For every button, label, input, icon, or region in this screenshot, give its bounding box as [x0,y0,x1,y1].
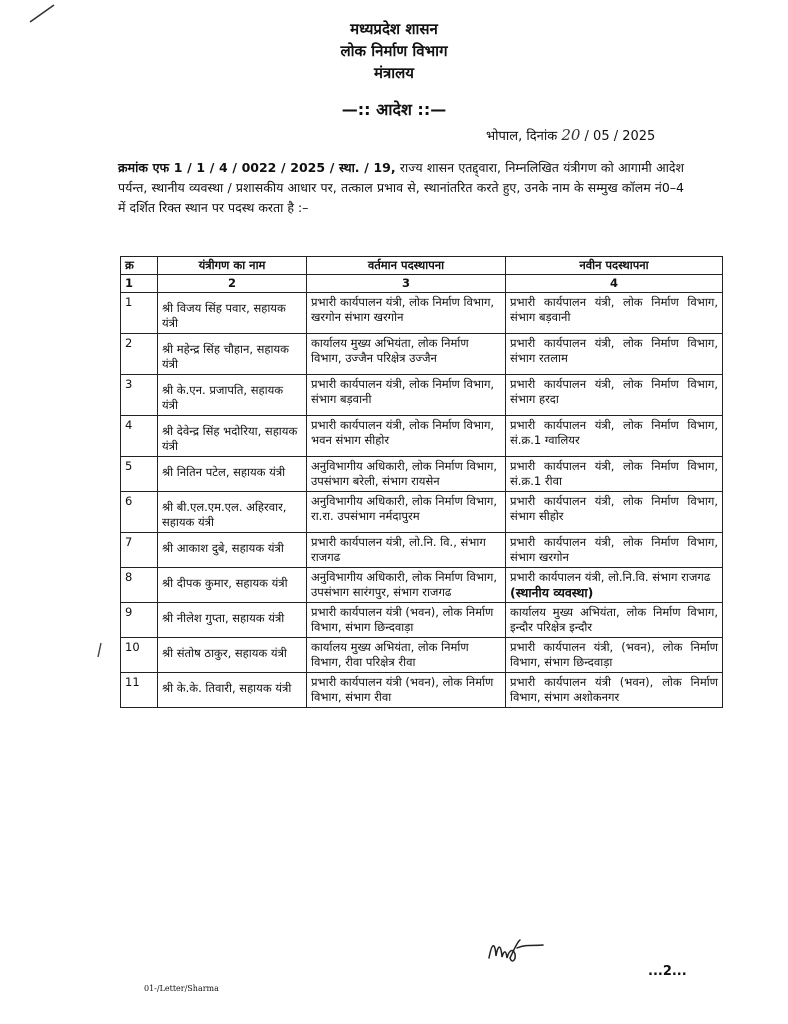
header-name: यंत्रीगण का नाम [158,257,307,275]
column-number-row [121,275,723,293]
new-posting-cell [506,603,723,638]
current-posting: प्रभारी कार्यपालन यंत्री (भवन), लोक निर्माण विभाग, संभाग रीवा [307,673,506,708]
order-number: क्रमांक एफ 1 / 1 / 4 / 0022 / 2025 / स्था. / 19, [118,160,396,175]
column-number: 2 [158,275,307,293]
table-row [121,334,723,375]
new-posting-cell [506,568,723,603]
table-row [121,568,723,603]
new-posting: प्रभारी कार्यपालन यंत्री, लोक निर्माण विभाग, सं.क्र.1 रीवा [510,459,718,488]
engineer-name: श्री नीलेश गुप्ता, सहायक यंत्री [158,603,307,638]
table-row [121,416,723,457]
current-posting: प्रभारी कार्यपालन यंत्री, लोक निर्माण विभाग, संभाग बड़वानी [307,375,506,416]
new-posting: प्रभारी कार्यपालन यंत्री, (भवन), लोक निर्माण विभाग, संभाग छिन्दवाड़ा [510,640,718,669]
table-header-row [121,257,723,275]
department-name: लोक निर्माण विभाग [340,42,448,60]
letterhead [0,18,788,84]
new-posting: प्रभारी कार्यपालन यंत्री, लोक निर्माण विभाग, सं.क्र.1 ग्वालियर [510,418,718,447]
place-date-prefix: भोपाल, दिनांक [486,129,558,144]
table-row [121,492,723,533]
serial-number: 11 [121,673,158,708]
new-posting: प्रभारी कार्यपालन यंत्री, लोक निर्माण विभाग, संभाग खरगोन [510,535,718,564]
header-new-posting: नवीन पदस्थापना [506,257,723,275]
new-posting: प्रभारी कार्यपालन यंत्री (भवन), लोक निर्माण विभाग, संभाग अशोकनगर [510,675,718,704]
new-posting-cell [506,673,723,708]
table-row [121,638,723,673]
office-name: मंत्रालय [373,64,414,82]
current-posting: अनुविभागीय अधिकारी, लोक निर्माण विभाग, रा.रा. उपसंभाग नर्मदापुरम [307,492,506,533]
table-row [121,457,723,492]
engineer-name: श्री के.एन. प्रजापति, सहायक यंत्री [158,375,307,416]
table-row [121,533,723,568]
new-posting-cell [506,533,723,568]
header-current-posting: वर्तमान पदस्थापना [307,257,506,275]
transfer-table [120,256,723,708]
column-number: 4 [506,275,723,293]
new-posting-cell [506,293,723,334]
column-number: 1 [121,275,158,293]
table-row [121,673,723,708]
place-date-rest: / 05 / 2025 [584,129,656,144]
engineer-name: श्री देवेन्द्र सिंह भदोरिया, सहायक यंत्री [158,416,307,457]
engineer-name: श्री विजय सिंह पवार, सहायक यंत्री [158,293,307,334]
new-posting-cell [506,334,723,375]
table-row [121,603,723,638]
new-posting-cell [506,492,723,533]
current-posting: कार्यालय मुख्य अभियंता, लोक निर्माण विभाग, रीवा परिक्षेत्र रीवा [307,638,506,673]
engineer-name: श्री दीपक कुमार, सहायक यंत्री [158,568,307,603]
serial-number: 1 [121,293,158,334]
new-posting-cell [506,457,723,492]
current-posting: प्रभारी कार्यपालन यंत्री, लोक निर्माण विभाग, भवन संभाग सीहोर [307,416,506,457]
serial-number: 6 [121,492,158,533]
serial-number: 3 [121,375,158,416]
serial-number: 4 [121,416,158,457]
engineer-name: श्री नितिन पटेल, सहायक यंत्री [158,457,307,492]
new-posting: प्रभारी कार्यपालन यंत्री, लोक निर्माण विभाग, संभाग बड़वानी [510,295,718,324]
new-posting: प्रभारी कार्यपालन यंत्री, लो.नि.वि. संभाग राजगढ [510,570,711,584]
new-posting: प्रभारी कार्यपालन यंत्री, लोक निर्माण विभाग, संभाग रतलाम [510,336,718,365]
serial-number: 9 [121,603,158,638]
current-posting: प्रभारी कार्यपालन यंत्री (भवन), लोक निर्माण विभाग, संभाग छिन्दवाड़ा [307,603,506,638]
table-row [121,293,723,334]
new-posting-cell [506,375,723,416]
place-date [486,126,655,144]
handwritten-day: 20 [561,126,581,144]
page-continuation: ...2... [648,964,687,979]
engineer-name: श्री बी.एल.एम.एल. अहिरवार, सहायक यंत्री [158,492,307,533]
pen-mark-margin [94,642,106,658]
engineer-name: श्री आकाश दुबे, सहायक यंत्री [158,533,307,568]
signature [486,936,546,966]
new-posting-cell [506,638,723,673]
order-intro-paragraph [118,158,684,218]
engineer-name: श्री के.के. तिवारी, सहायक यंत्री [158,673,307,708]
new-posting: प्रभारी कार्यपालन यंत्री, लोक निर्माण विभाग, संभाग हरदा [510,377,718,406]
engineer-name: श्री संतोष ठाकुर, सहायक यंत्री [158,638,307,673]
current-posting: अनुविभागीय अधिकारी, लोक निर्माण विभाग, उपसंभाग बरेली, संभाग रायसेन [307,457,506,492]
serial-number: 7 [121,533,158,568]
engineer-name: श्री महेन्द्र सिंह चौहान, सहायक यंत्री [158,334,307,375]
table-body [121,293,723,708]
serial-number: 2 [121,334,158,375]
government-name: मध्यप्रदेश शासन [350,20,438,38]
new-posting: कार्यालय मुख्य अभियंता, लोक निर्माण विभाग, इन्दौर परिक्षेत्र इन्दौर [510,605,718,634]
table-row [121,375,723,416]
current-posting: प्रभारी कार्यपालन यंत्री, लो.नि. वि., संभाग राजगढ [307,533,506,568]
posting-note: (स्थानीय व्यवस्था) [510,585,594,600]
new-posting: प्रभारी कार्यपालन यंत्री, लोक निर्माण विभाग, संभाग सीहोर [510,494,718,523]
column-number: 3 [307,275,506,293]
reference-code: 01-/Letter/Sharma [144,984,219,993]
serial-number: 5 [121,457,158,492]
new-posting-cell [506,416,723,457]
current-posting: अनुविभागीय अधिकारी, लोक निर्माण विभाग, उपसंभाग सारंगपुर, संभाग राजगढ [307,568,506,603]
serial-number: 10 [121,638,158,673]
current-posting: कार्यालय मुख्य अभियंता, लोक निर्माण विभाग, उज्जैन परिक्षेत्र उज्जैन [307,334,506,375]
header-serial: क्र [121,257,158,275]
serial-number: 8 [121,568,158,603]
current-posting: प्रभारी कार्यपालन यंत्री, लोक निर्माण विभाग, खरगोन संभाग खरगोन [307,293,506,334]
order-title: —:: आदेश ::— [341,100,447,119]
order-body: राज्य शासन एतद्द्वारा, निम्नलिखित यंत्रीगण को आगामी आदेश पर्यन्त, स्थानीय व्यवस्था / प्रशासकीय आधार पर, तत्काल प्रभाव से, स्थानांतरित करते हुए, उनके नाम के सम्मुख कॉलम नं0–4 में दर्शित रिक्त स्थान पर पदस्थ करता है :– [118,160,684,215]
